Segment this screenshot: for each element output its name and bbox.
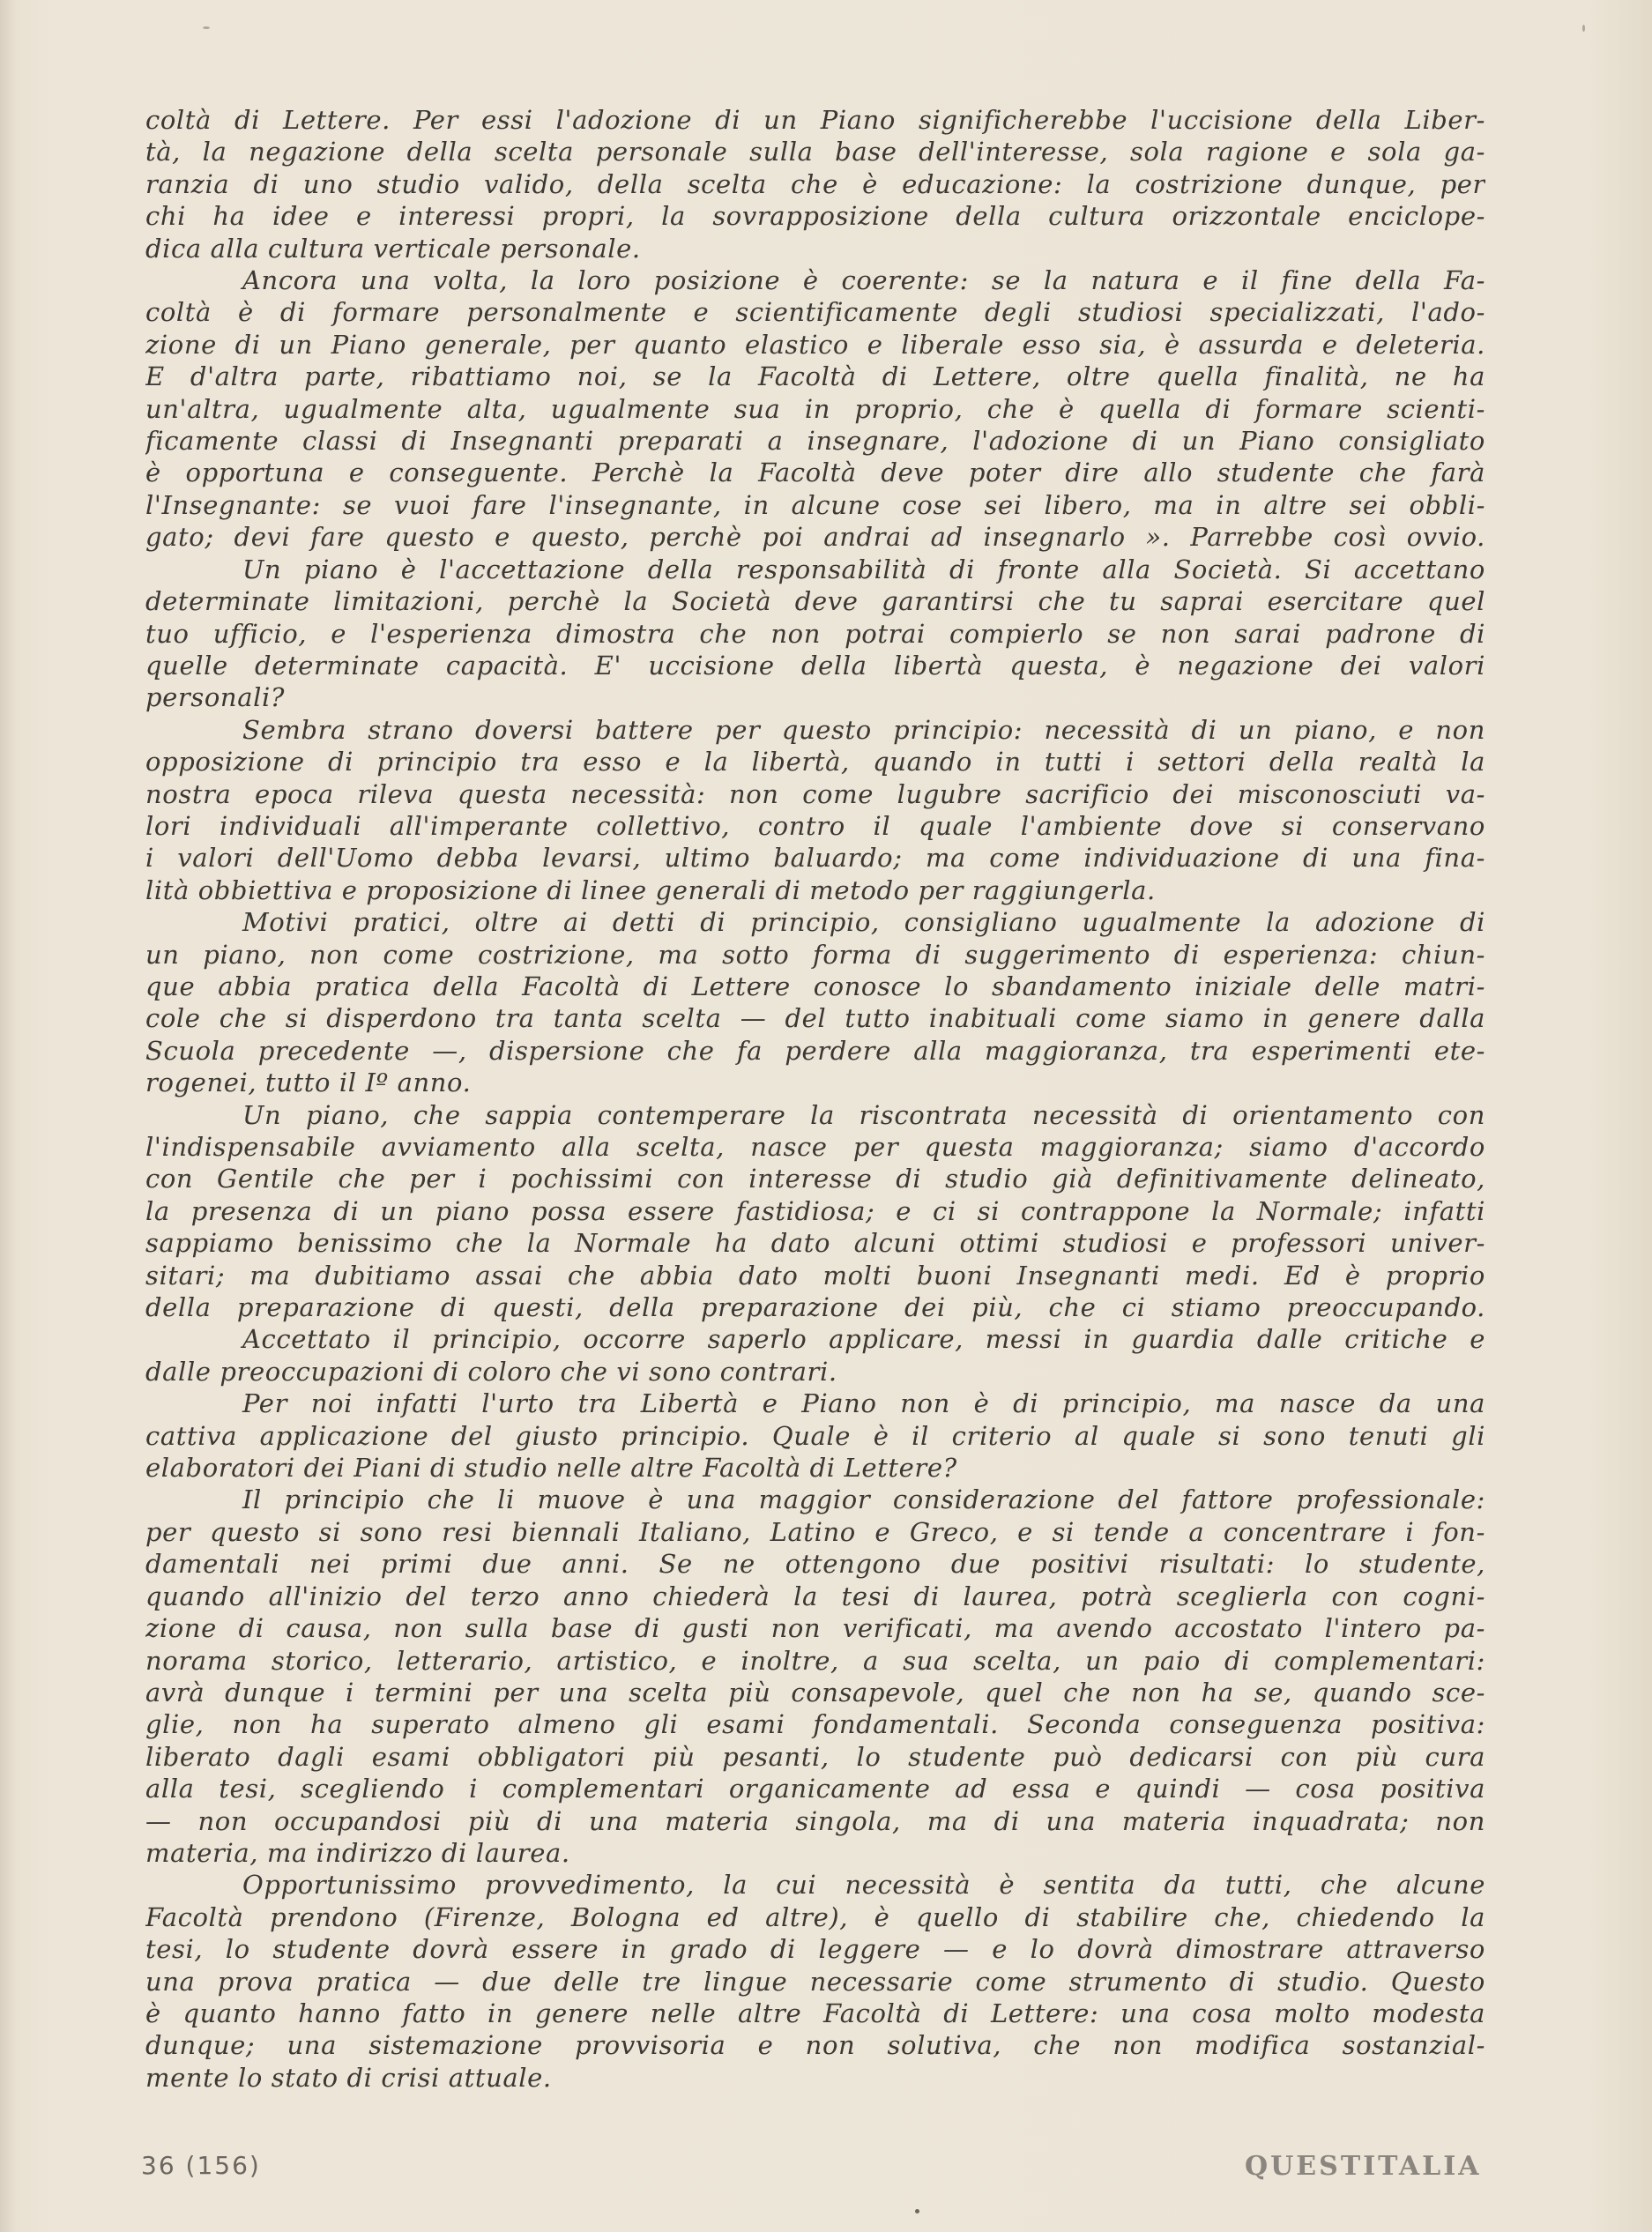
text-line: tesi, lo studente dovrà essere in grado di leggere — e lo dovrà dimostrare attraverso (145, 1934, 1485, 1965)
text-line: norama storico, letterario, artistico, e inoltre, a sua scelta, un paio di complementari: (145, 1645, 1485, 1676)
text-line: un piano, non come costrizione, ma sotto forma di suggerimento di esperienza: chiun- (145, 939, 1485, 970)
text-line: — non occupandosi più di una materia singola, ma di una materia inquadrata; non (145, 1805, 1485, 1836)
article-body (145, 104, 1485, 2094)
text-line: è quanto hanno fatto in genere nelle altre Facoltà di Lettere: una cosa molto modesta (145, 1998, 1485, 2028)
text-line: tuo ufficio, e l'esperienza dimostra che non potrai compierlo se non sarai padrone di (145, 618, 1485, 649)
text-line: glie, non ha superato almeno gli esami fondamentali. Seconda conseguenza positiva: (145, 1709, 1485, 1740)
text-line: opposizione di principio tra esso e la libertà, quando in tutti i settori della realtà la (145, 747, 1485, 777)
ink-speck (1582, 25, 1585, 32)
text-line: i valori dell'Uomo debba levarsi, ultimo baluardo; ma come individuazione di una fina- (145, 843, 1485, 874)
text-line: quelle determinate capacità. E' uccisione della libertà questa, è negazione dei valori (145, 650, 1485, 681)
text-line: tà, la negazione della scelta personale sulla base dell'interesse, sola ragione e sola ga- (145, 137, 1485, 167)
text-line: alla tesi, scegliendo i complementari organicamente ad essa e quindi — cosa positiva (145, 1774, 1485, 1804)
text-line: lità obbiettiva e proposizione di linee generali di metodo per raggiungerla. (145, 874, 1156, 905)
text-line: con Gentile che per i pochissimi con interesse di studio già definitivamente delineato, (145, 1164, 1485, 1194)
text-line: mente lo stato di crisi attuale. (145, 2062, 552, 2093)
text-line: elaboratori dei Piani di studio nelle altre Facoltà di Lettere? (145, 1453, 957, 1484)
text-line: quando all'inizio del terzo anno chiederà la tesi di laurea, potrà sceglierla con cogni- (145, 1581, 1485, 1611)
text-line: liberato dagli esami obbligatori più pesanti, lo studente può dedicarsi con più cura (145, 1741, 1485, 1772)
text-line: personali? (145, 682, 285, 713)
text-line: Per noi infatti l'urto tra Libertà e Piano non è di principio, ma nasce da una (242, 1388, 1485, 1419)
text-line: determinate limitazioni, perchè la Società deve garantirsi che tu saprai esercitare quel (145, 586, 1485, 617)
text-line: Scuola precedente —, dispersione che fa perdere alla maggioranza, tra esperimenti ete- (145, 1035, 1485, 1066)
ink-speck (203, 26, 210, 29)
text-line: un'altra, ugualmente alta, ugualmente sua in proprio, che è quella di formare scienti- (145, 393, 1485, 424)
text-line: l'indispensabile avviamento alla scelta, nasce per questa maggioranza; siamo d'accordo (145, 1132, 1485, 1162)
text-line: la presenza di un piano possa essere fastidiosa; e ci si contrappone la Normale; infatti (145, 1195, 1485, 1226)
text-line: damentali nei primi due anni. Se ne ottengono due positivi risultati: lo studente, (145, 1549, 1485, 1580)
text-line: Un piano è l'accettazione della responsabilità di fronte alla Società. Si accettano (242, 554, 1485, 584)
page-number: 36 (156) (141, 2151, 261, 2180)
text-line: della preparazione di questi, della preparazione dei più, che ci stiamo preoccupando. (145, 1292, 1485, 1323)
text-line: Facoltà prendono (Firenze, Bologna ed altre), è quello di stabilire che, chiedendo la (145, 1901, 1485, 1932)
text-line: una prova pratica — due delle tre lingue necessarie come strumento di studio. Questo (145, 1966, 1485, 1997)
text-line: per questo si sono resi biennali Italiano, Latino e Greco, e si tende a concentrare i fon- (145, 1516, 1485, 1547)
text-line: coltà di Lettere. Per essi l'adozione di un Piano significherebbe l'uccisione della Liber- (145, 105, 1485, 135)
text-line: zione di causa, non sulla base di gusti non verificati, ma avendo accostato l'intero pa- (145, 1613, 1485, 1644)
text-line: Motivi pratici, oltre ai detti di principio, consigliano ugualmente la adozione di (242, 907, 1485, 938)
journal-name: QUESTITALIA (1245, 2151, 1482, 2182)
text-line: Opportunissimo provvedimento, la cui necessità è sentita da tutti, che alcune (242, 1870, 1485, 1901)
text-line: chi ha idee e interessi propri, la sovrapposizione della cultura orizzontale enciclope- (145, 201, 1485, 232)
text-line: coltà è di formare personalmente e scientificamente degli studiosi specializzati, l'ado- (145, 297, 1485, 328)
text-line: rogenei, tutto il Iº anno. (145, 1068, 472, 1098)
text-line: Sembra strano doversi battere per questo principio: necessità di un piano, e non (242, 714, 1485, 745)
text-line: cole che si disperdono tra tanta scelta — del tutto inabituali come siamo in genere dalla (145, 1003, 1485, 1034)
text-line: Il principio che li muove è una maggior considerazione del fattore professionale: (242, 1484, 1485, 1515)
text-line: è opportuna e conseguente. Perchè la Facoltà deve poter dire allo studente che farà (145, 458, 1485, 488)
text-line: dunque; una sistemazione provvisoria e non solutiva, che non modifica sostanzial- (145, 2030, 1485, 2061)
text-line: lori individuali all'imperante collettivo, contro il quale l'ambiente dove si conservano (145, 810, 1485, 841)
text-line: dalle preoccupazioni di coloro che vi sono contrari. (145, 1356, 837, 1387)
text-line: materia, ma indirizzo di laurea. (145, 1837, 570, 1868)
text-line: Ancora una volta, la loro posizione è coerente: se la natura e il fine della Fa- (242, 265, 1485, 296)
text-line: dica alla cultura verticale personale. (145, 233, 641, 264)
text-line: sappiamo benissimo che la Normale ha dato alcuni ottimi studiosi e professori univer- (145, 1228, 1485, 1259)
text-line: gato; devi fare questo e questo, perchè poi andrai ad insegnarlo ». Parrebbe così ovvio. (145, 522, 1485, 553)
text-line: nostra epoca rileva questa necessità: non come lugubre sacrificio dei misconosciuti va- (145, 778, 1485, 809)
text-line: Accettato il principio, occorre saperlo applicare, messi in guardia dalle critiche e (242, 1324, 1485, 1355)
text-line: Un piano, che sappia contemperare la riscontrata necessità di orientamento con (242, 1099, 1485, 1130)
text-line: avrà dunque i termini per una scelta più consapevole, quel che non ha se, quando sce- (145, 1677, 1485, 1707)
text-line: zione di un Piano generale, per quanto elastico e liberale esso sia, è assurda e deleteria. (145, 329, 1485, 360)
ink-speck (915, 2209, 919, 2213)
text-line: cattiva applicazione del giusto principio. Quale è il criterio al quale si sono tenuti gli (145, 1420, 1485, 1451)
text-line: l'Insegnante: se vuoi fare l'insegnante, in alcune cose sei libero, ma in altre sei obbli- (145, 489, 1485, 520)
text-line: ranzia di uno studio valido, della scelta che è educazione: la costrizione dunque, per (145, 168, 1485, 199)
text-line: E d'altra parte, ribattiamo noi, se la Facoltà di Lettere, oltre quella finalità, ne ha (145, 361, 1485, 392)
text-line: que abbia pratica della Facoltà di Lettere conosce lo sbandamento iniziale delle matri- (145, 971, 1485, 1001)
text-line: ficamente classi di Insegnanti preparati a insegnare, l'adozione di un Piano consigliato (145, 426, 1485, 457)
text-line: sitari; ma dubitiamo assai che abbia dato molti buoni Insegnanti medi. Ed è proprio (145, 1260, 1485, 1291)
